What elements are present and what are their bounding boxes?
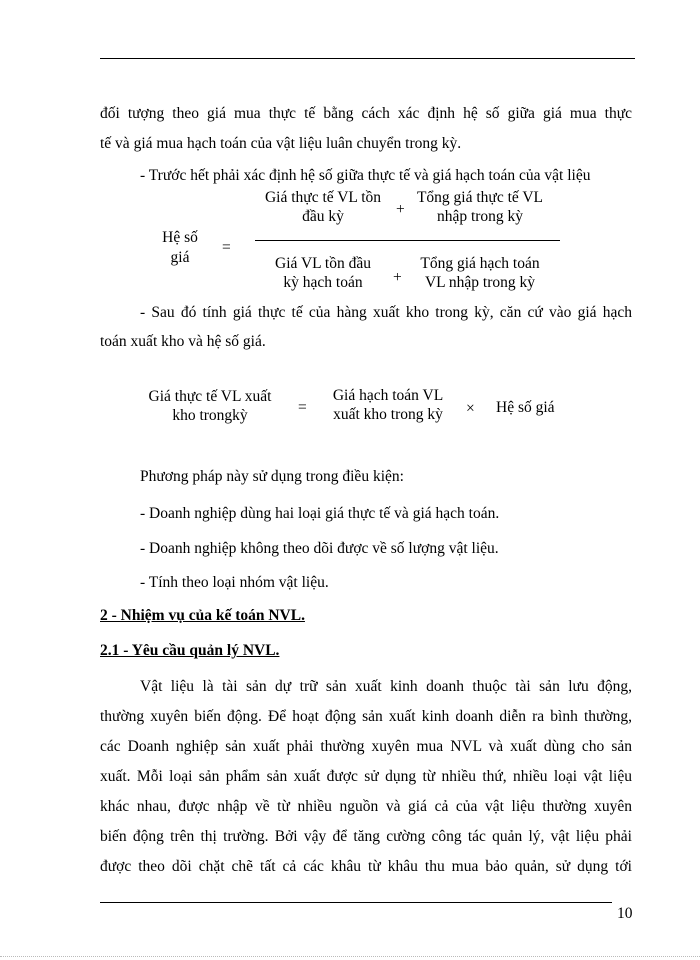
formula1-denominator-a: kỳ hạch toán: [283, 274, 363, 291]
formula2-middle: Giá hạch toán VL: [332, 387, 444, 404]
formula1-plus: +: [393, 269, 402, 286]
conditions-intro: Phương pháp này sử dụng trong điều kiện:: [140, 468, 404, 485]
subsection-heading: 2.1 - Yêu cầu quản lý NVL.: [100, 642, 280, 659]
fraction-bar: [255, 240, 560, 241]
condition-item: - Doanh nghiệp dùng hai loại giá thực tế và giá hạch toán.: [140, 505, 500, 522]
formula2-middle: xuất kho trong kỳ: [333, 406, 443, 423]
footer-rule: [100, 902, 612, 903]
section-heading: 2 - Nhiệm vụ của kế toán NVL.: [100, 607, 305, 624]
condition-item: - Tính theo loại nhóm vật liệu.: [140, 574, 329, 591]
formula2-rhs: Hệ số giá: [496, 399, 555, 416]
formula1-equals: =: [222, 239, 231, 256]
paragraph-line: được theo dõi chặt chẽ tất cả các khâu từ khâu thu mua bảo quản, sử dụng tới: [100, 858, 632, 875]
formula1-numerator-b: nhập trong kỳ: [436, 208, 524, 225]
paragraph-line: các Doanh nghiệp sản xuất phải thường xuyên mua NVL và xuất dùng cho sản: [100, 738, 632, 755]
page-edge: [0, 956, 700, 957]
step-1-text: - Trước hết phải xác định hệ số giữa thực tế và giá hạch toán của vật liệu: [140, 167, 591, 184]
formula1-numerator-a: đầu kỳ: [302, 208, 344, 225]
formula1-lhs: Hệ số: [162, 229, 198, 246]
paragraph-line: biến động trên thị trường. Bởi vậy để tăng cường công tác quản lý, vật liệu phải: [100, 828, 632, 845]
body-line: tế và giá mua hạch toán của vật liệu luân chuyển trong kỳ.: [100, 135, 462, 152]
paragraph-line: khác nhau, được nhập về từ nhiều nguồn và giá cả của vật liệu thường xuyên: [100, 798, 632, 815]
step-2-text: - Sau đó tính giá thực tế của hàng xuất kho trong kỳ, căn cứ vào giá hạch: [140, 304, 632, 321]
condition-item: - Doanh nghiệp không theo dõi được về số lượng vật liệu.: [140, 540, 499, 557]
header-rule: [100, 58, 635, 59]
step-2-text: toán xuất kho và hệ số giá.: [100, 333, 266, 350]
formula2-equals: =: [298, 399, 307, 416]
formula1-numerator-b: Tổng giá thực tế VL: [416, 189, 544, 206]
formula2-lhs: Giá thực tế VL xuất: [148, 388, 272, 405]
paragraph-line: thường xuyên biến động. Để hoạt động sản xuất kinh doanh diễn ra bình thường,: [100, 708, 632, 725]
formula1-denominator-b: VL nhập trong kỳ: [424, 274, 536, 291]
formula2-lhs: kho trongkỳ: [172, 407, 248, 424]
formula1-lhs: giá: [170, 249, 190, 266]
formula1-denominator-b: Tổng giá hạch toán: [420, 255, 540, 272]
formula1-numerator-a: Giá thực tế VL tồn: [264, 189, 381, 206]
formula1-plus: +: [396, 201, 405, 218]
formula1-denominator-a: Giá VL tồn đầu: [275, 255, 371, 272]
formula2-times: ×: [466, 400, 475, 417]
paragraph-line: Vật liệu là tài sản dự trữ sản xuất kinh doanh thuộc tài sản lưu động,: [140, 678, 632, 695]
body-line: đối tượng theo giá mua thực tế bằng cách xác định hệ số giữa giá mua thực: [100, 105, 632, 122]
paragraph-line: xuất. Mỗi loại sản phẩm sản xuất được sử dụng từ nhiều thứ, nhiều loại vật liệu: [100, 768, 632, 785]
page-number: 10: [617, 905, 633, 922]
